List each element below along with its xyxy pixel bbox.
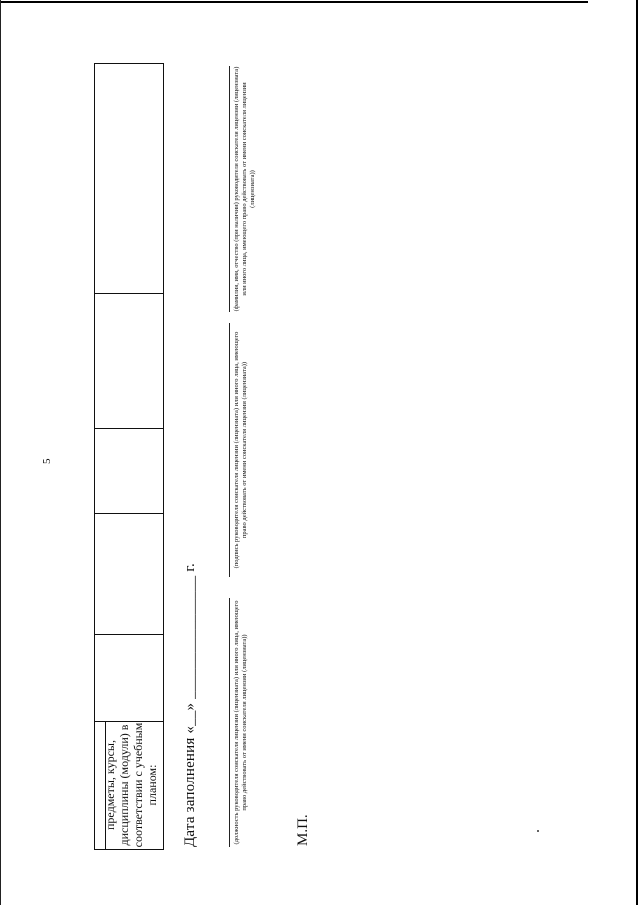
fill-date-line: Дата заполнения «__» ________________ г.: [182, 563, 198, 847]
signature-line-signature: [229, 323, 230, 577]
page-border-right: [636, 0, 638, 905]
stamp-place: М.П.: [295, 814, 311, 846]
table-row-label: предметы, курсы, дисциплины (модули) в соответствии с учебным планом:: [103, 722, 159, 848]
column-separator: [94, 513, 164, 514]
page-border-top: [0, 1, 588, 3]
caption-signature: (подпись руководителя соискателя лицензии (лицензиата) или иного лица, имеющего право действовать от имени соискателя лицензии (лицензиата)): [233, 331, 248, 569]
page-number: 5: [41, 458, 53, 464]
signature-line-name: [229, 66, 230, 312]
page-border-left: [0, 0, 1, 905]
caption-position: (должность руководителя соискателя лицензии (лицензиата) или иного лица, имеющего право действовать от имени соискателя лицензии (лицензиата)): [233, 600, 248, 845]
signature-line-position: [229, 598, 230, 847]
column-separator: [94, 293, 164, 294]
column-separator: [94, 428, 164, 429]
caption-full-name: (фамилия, имя, отчество (при наличии) руководителя соискателя лицензии (лицензиата) или иного лица, имеющего право действовать от имени соискателя лицензии (лицензиата)): [233, 66, 256, 312]
column-separator: [94, 634, 164, 635]
scan-speck: [537, 830, 539, 832]
